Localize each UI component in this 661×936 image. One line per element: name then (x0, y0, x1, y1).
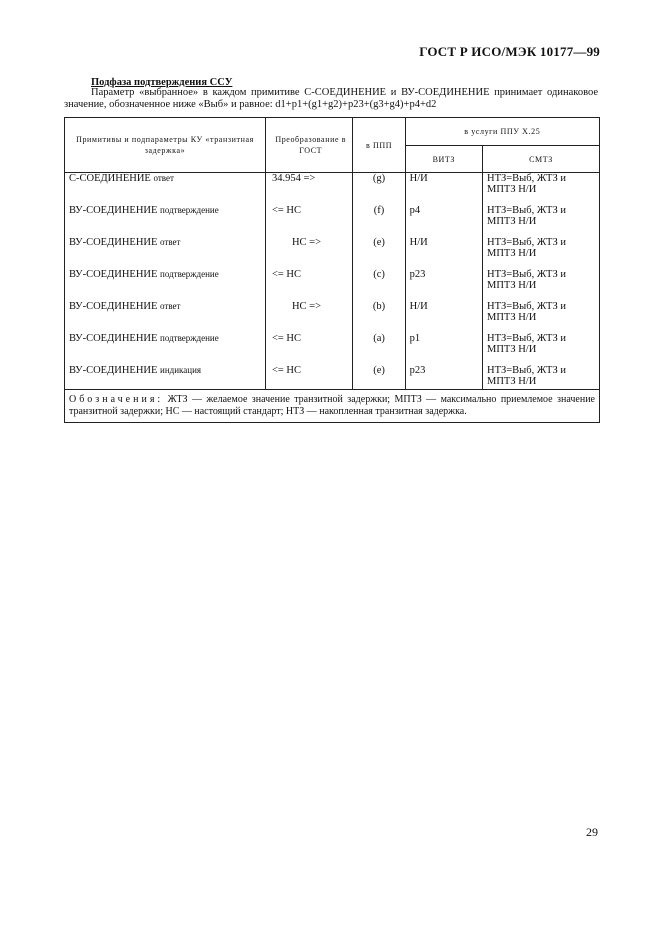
vitz-cell: Н/И (405, 301, 482, 333)
table-row (65, 237, 600, 269)
primitive-qualifier: подтверждение (160, 205, 219, 215)
section-title: Подфаза подтверждения ССУ (91, 77, 233, 88)
table-row (65, 269, 600, 301)
smtz-line-1: НТЗ=Выб, ЖТЗ и (487, 269, 566, 280)
primitive-name: ВУ-СОЕДИНЕНИЕ (69, 333, 158, 344)
primitive-qualifier: ответ (160, 237, 181, 247)
ppp-cell: (g) (353, 173, 405, 206)
page-number: 29 (586, 825, 598, 839)
table-row (65, 365, 600, 390)
vitz-cell: p1 (405, 333, 482, 365)
header-smtz: СМТЗ (483, 146, 600, 173)
header-vitz: ВИТЗ (405, 146, 482, 173)
note-text: ЖТЗ — желаемое значение транзитной задержки; МПТЗ — максимально приемлемое значение транзитной задержки; НС — настоящий стандарт; НТЗ — накопленная транзитная задержка. (69, 394, 595, 417)
conversion-cell (265, 269, 353, 301)
primitive-cell (65, 237, 266, 269)
smtz-line-2: МПТЗ Н/И (487, 216, 537, 227)
primitive-name: ВУ-СОЕДИНЕНИЕ (69, 205, 158, 216)
table-row (65, 301, 600, 333)
ppp-cell: (e) (353, 365, 405, 390)
section-paragraph: Параметр «выбранное» в каждом примитиве С-СОЕДИНЕНИЕ и ВУ-СОЕДИНЕНИЕ принимает одинаковое значение, обозначенное ниже «Выб» и равное: d1+p1+(g1+g2)+p23+(g3+g4)+p4+d2 (64, 87, 598, 110)
primitive-cell (65, 365, 266, 390)
ppp-cell: (f) (353, 205, 405, 237)
document-header: ГОСТ Р ИСО/МЭК 10177—99 (419, 44, 600, 59)
primitive-cell (65, 301, 266, 333)
primitive-cell (65, 333, 266, 365)
smtz-line-2: МПТЗ Н/И (487, 344, 537, 355)
table-row (65, 173, 600, 206)
ppp-cell: (b) (353, 301, 405, 333)
conversion-cell (265, 333, 353, 365)
primitive-qualifier: ответ (153, 173, 174, 183)
table-note (65, 390, 600, 423)
smtz-cell (483, 237, 600, 269)
conversion-value: 34.954 => (271, 173, 316, 184)
vitz-cell: Н/И (405, 237, 482, 269)
vitz-cell: Н/И (405, 173, 482, 206)
smtz-cell (483, 205, 600, 237)
conversion-value: <= НС (271, 333, 302, 344)
primitive-cell (65, 173, 266, 206)
smtz-line-1: НТЗ=Выб, ЖТЗ и (487, 301, 566, 312)
smtz-line-1: НТЗ=Выб, ЖТЗ и (487, 333, 566, 344)
note-label: Обозначения: (69, 394, 164, 405)
smtz-line-2: МПТЗ Н/И (487, 376, 537, 387)
header-primitives: Примитивы и подпараметры КУ «транзитная задержка» (65, 118, 266, 173)
conversion-cell (265, 205, 353, 237)
conversion-value: <= НС (271, 269, 302, 280)
smtz-line-1: НТЗ=Выб, ЖТЗ и (487, 173, 566, 184)
primitive-qualifier: подтверждение (160, 333, 219, 343)
conversion-value: НС => (291, 301, 322, 312)
conversion-value: <= НС (271, 365, 302, 376)
table-row (65, 205, 600, 237)
primitive-qualifier: подтверждение (160, 269, 219, 279)
vitz-cell: p23 (405, 365, 482, 390)
primitive-cell (65, 205, 266, 237)
smtz-line-2: МПТЗ Н/И (487, 248, 537, 259)
primitive-cell (65, 269, 266, 301)
conversion-value: <= НС (271, 205, 302, 216)
header-x25-group: в услуги ППУ X.25 (405, 118, 599, 146)
primitive-name: ВУ-СОЕДИНЕНИЕ (69, 269, 158, 280)
conversion-cell (265, 301, 353, 333)
primitive-name: С-СОЕДИНЕНИЕ (69, 173, 151, 184)
smtz-cell (483, 269, 600, 301)
vitz-cell: p4 (405, 205, 482, 237)
conversion-cell (265, 365, 353, 390)
ppp-cell: (e) (353, 237, 405, 269)
ppp-cell: (c) (353, 269, 405, 301)
primitive-name: ВУ-СОЕДИНЕНИЕ (69, 301, 158, 312)
smtz-cell (483, 365, 600, 390)
smtz-cell (483, 301, 600, 333)
primitive-name: ВУ-СОЕДИНЕНИЕ (69, 365, 158, 376)
smtz-cell (483, 333, 600, 365)
vitz-cell: p23 (405, 269, 482, 301)
conversion-cell (265, 173, 353, 206)
smtz-cell (483, 173, 600, 206)
conversion-value: НС => (291, 237, 322, 248)
smtz-line-1: НТЗ=Выб, ЖТЗ и (487, 365, 566, 376)
header-ppp: в ППП (353, 118, 405, 173)
smtz-line-2: МПТЗ Н/И (487, 184, 537, 195)
primitive-qualifier: ответ (160, 301, 181, 311)
smtz-line-1: НТЗ=Выб, ЖТЗ и (487, 205, 566, 216)
smtz-line-2: МПТЗ Н/И (487, 280, 537, 291)
header-conversion: Преобразование в ГОСТ (265, 118, 353, 173)
primitive-qualifier: индикация (160, 365, 202, 375)
conversion-cell (265, 237, 353, 269)
ppp-cell: (a) (353, 333, 405, 365)
table-row (65, 333, 600, 365)
primitive-name: ВУ-СОЕДИНЕНИЕ (69, 237, 158, 248)
smtz-line-2: МПТЗ Н/И (487, 312, 537, 323)
conversion-table (64, 117, 600, 423)
smtz-line-1: НТЗ=Выб, ЖТЗ и (487, 237, 566, 248)
